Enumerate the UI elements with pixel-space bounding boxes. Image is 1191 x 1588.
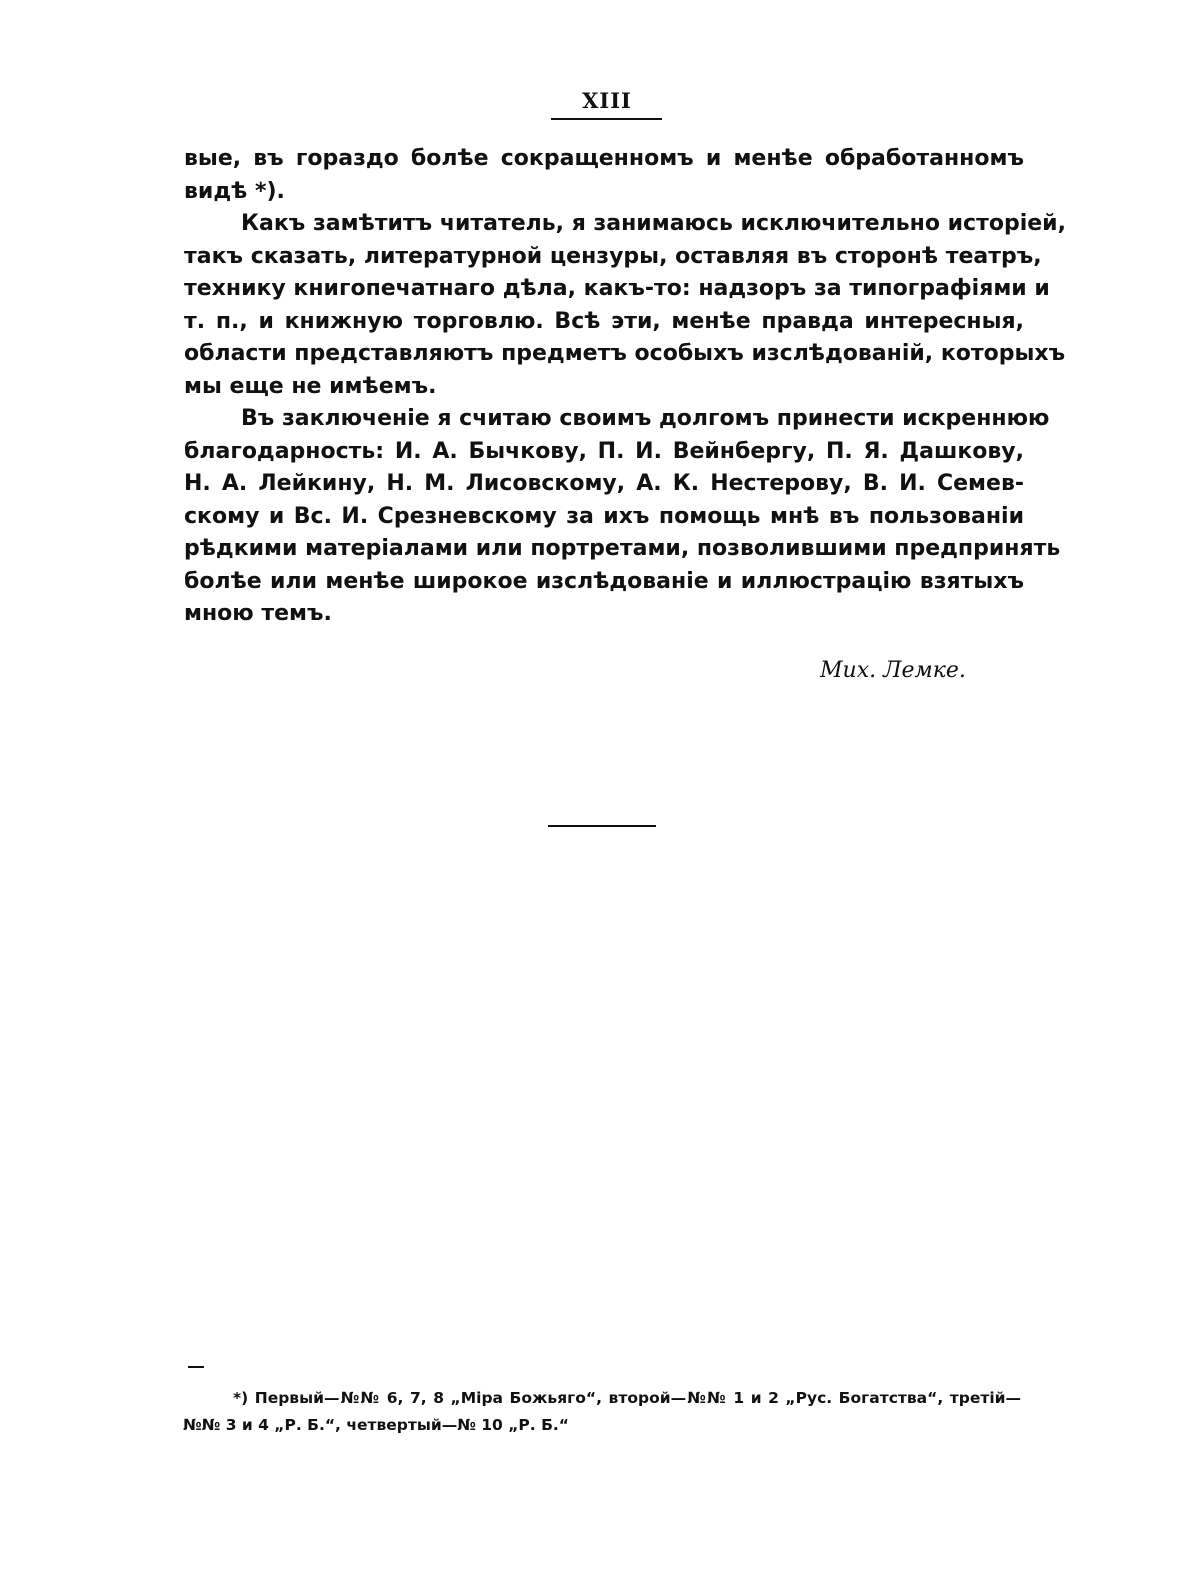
- text-line: области представляютъ предметъ особыхъ изслѣдованій, которыхъ: [184, 341, 1066, 366]
- author-signature: Мих. Лемке.: [820, 658, 966, 683]
- text-line: Какъ замѣтитъ читатель, я занимаюсь исключительно исторіей,: [241, 211, 1066, 236]
- main-text: [184, 143, 1066, 631]
- footnote-line: №№ 3 и 4 „Р. Б.“, четвертый—№ 10 „Р. Б.“: [183, 1416, 569, 1434]
- text-line: такъ сказать, литературной цензуры, оставляя въ сторонѣ театръ,: [184, 243, 1042, 269]
- text-line: мы еще не имѣемъ.: [184, 373, 437, 399]
- text-line: т. п., и книжную торговлю. Всѣ эти, менѣе правда интересныя,: [184, 308, 1024, 334]
- text-line: Н. А. Лейкину, Н. М. Лисовскому, А. К. Нестерову, В. И. Семев-: [184, 471, 1024, 496]
- text-line: рѣдкими матеріалами или портретами, позволившими предпринять: [184, 536, 1061, 561]
- text-line: вые, въ гораздо болѣе сокращенномъ и менѣе обработанномъ: [184, 146, 1024, 171]
- section-end-rule: [548, 825, 656, 827]
- text-line: технику книгопечатнаго дѣла, какъ-то: надзоръ за типографіями и: [184, 276, 1050, 301]
- text-line: видѣ *).: [184, 178, 285, 204]
- footnote-separator: [188, 1366, 204, 1368]
- text-line: Въ заключеніе я считаю своимъ долгомъ принести искреннюю: [241, 406, 1050, 431]
- text-line: благодарность: И. А. Бычкову, П. И. Вейнбергу, П. Я. Дашкову,: [184, 438, 1024, 464]
- page-number: XIII: [582, 88, 632, 113]
- footnote-line: *) Первый—№№ 6, 7, 8 „Міра Божьяго“, второй—№№ 1 и 2 „Рус. Богатства“, третій—: [233, 1389, 1021, 1407]
- header-rule: [551, 118, 662, 120]
- text-line: мною темъ.: [184, 601, 332, 626]
- footnote: [183, 1385, 1021, 1439]
- text-line: скому и Вс. И. Срезневскому за ихъ помощь мнѣ въ пользованіи: [184, 503, 1024, 529]
- text-line: болѣе или менѣе широкое изслѣдованіе и иллюстрацію взятыхъ: [184, 568, 1024, 594]
